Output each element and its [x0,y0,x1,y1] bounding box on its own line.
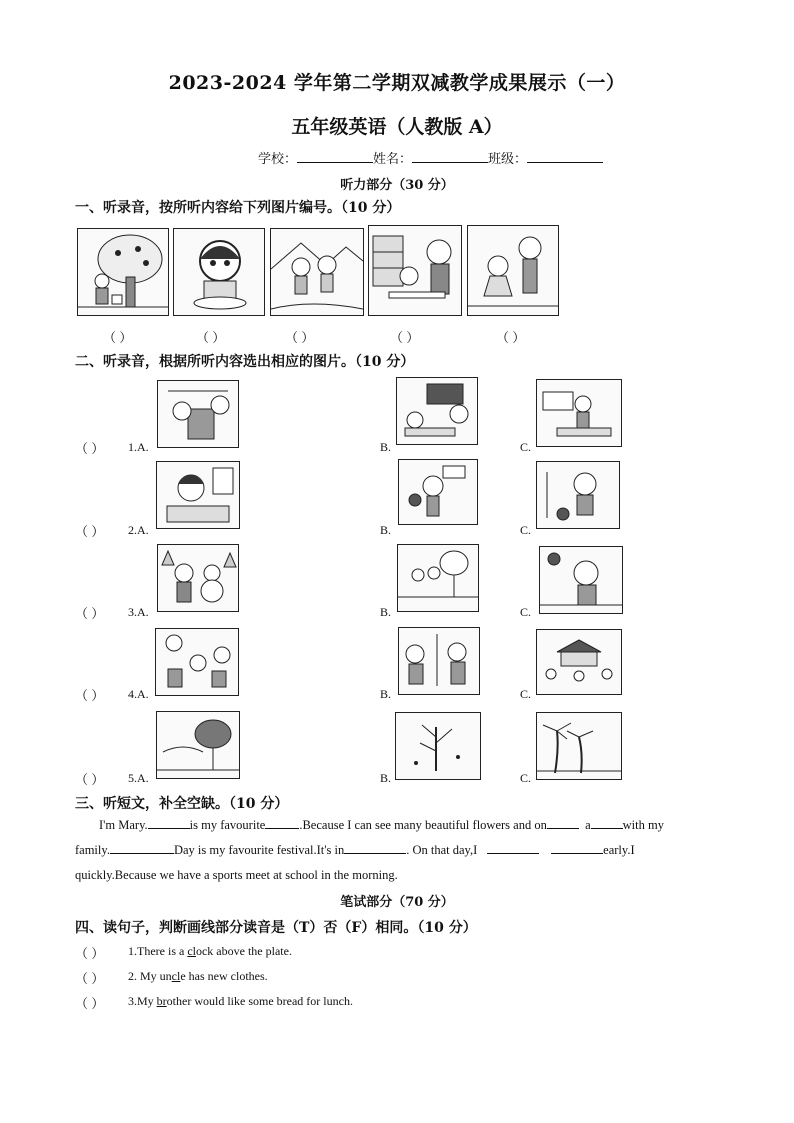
q3-text: . On that day,I [406,843,478,857]
class-field[interactable] [527,150,603,163]
name-label: 姓名： [373,151,413,166]
q2-item-5-label: 5.A. [128,771,149,785]
q2-item-2-b: B. [380,523,392,537]
q3-text: Day is my favourite festival.It's in [173,843,345,857]
q4-answer-1[interactable]: （ ） [75,946,105,961]
q3-text: .Because I can see many beautiful flowers and on [299,818,547,832]
q2-answer-4[interactable]: （ ） [75,688,105,703]
q4-text: 3.My [128,994,157,1008]
q4-sentence-2 [128,969,268,984]
q2-item-1-c: C. [520,440,532,454]
q3-text: is my favourite [189,818,266,832]
q1-answer-3[interactable]: （ ） [285,330,315,345]
q3-text: early.I [603,843,635,857]
writing-heading: 笔试部分（70 分） [340,895,454,910]
question2-title: 二、听录音，根据所听内容选出相应的图片。（10 分） [75,354,415,370]
q2-4c-picture [536,629,622,695]
q3-text: with my [622,818,664,832]
q2-item-2-label: 2.A. [128,523,149,537]
q2-2b-picture [398,459,478,525]
q2-item-3-label: 3.A. [128,605,149,619]
q3-passage-line2 [75,838,723,863]
q4-underlined: cl [171,969,181,983]
q2-item-3-c: C. [520,605,532,619]
q1-picture-5 [467,225,559,316]
q2-item-1-b: B. [380,440,392,454]
q3-passage [75,813,723,838]
question1-title: 一、听录音，按所听内容给下列图片编号。（10 分） [75,200,401,216]
q2-item-5-b: B. [380,771,392,785]
q2-2a-picture [156,461,240,529]
q4-answer-3[interactable]: （ ） [75,996,105,1011]
q4-underlined: cl [187,944,196,958]
q2-item-3-b: B. [380,605,392,619]
q4-underlined: br [156,994,167,1008]
q2-4a-picture [155,628,239,696]
q4-sentence-1 [128,944,292,959]
q4-text: 1.There is a [128,944,188,958]
q3-blank-1[interactable] [148,817,190,829]
student-info-line [258,148,603,167]
q2-4b-picture [398,627,480,695]
q1-picture-1 [77,228,169,316]
q3-blank-2[interactable] [265,817,299,829]
q1-answer-1[interactable]: （ ） [103,330,133,345]
q3-blank-3[interactable] [547,817,579,829]
q4-text: 2. My un [128,969,172,983]
q4-answer-2[interactable]: （ ） [75,971,105,986]
q2-1b-picture [396,377,478,445]
q2-1c-picture [536,379,622,447]
question4-title: 四、读句子，判断画线部分读音是（T）否（F）相同。（10 分） [75,920,477,936]
q3-text: I'm Mary. [99,818,148,832]
class-label: 班级： [488,151,528,166]
q2-answer-3[interactable]: （ ） [75,606,105,621]
q2-item-4-b: B. [380,687,392,701]
q2-item-2-c: C. [520,523,532,537]
q2-1a-picture [157,380,239,448]
q1-answer-4[interactable]: （ ） [390,330,420,345]
q3-blank-8[interactable] [551,842,603,854]
q1-answer-2[interactable]: （ ） [196,330,226,345]
page-title: 2023-2024 学年第二学期双减教学成果展示（一） [168,72,626,94]
q2-answer-5[interactable]: （ ） [75,772,105,787]
q2-5a-picture [156,711,240,779]
q2-2c-picture [536,461,620,529]
q3-text: a [585,818,591,832]
q1-answer-5[interactable]: （ ） [496,330,526,345]
q3-passage-line3: quickly.Because we have a sports meet at school in the morning. [75,868,398,882]
q4-text: e has new clothes. [180,969,268,983]
q1-picture-4 [368,225,462,316]
q1-picture-3 [270,228,364,316]
q2-answer-1[interactable]: （ ） [75,441,105,456]
q2-item-5-c: C. [520,771,532,785]
name-field[interactable] [412,150,488,163]
page-subtitle: 五年级英语（人教版 A） [291,116,503,138]
q2-3c-picture [539,546,623,614]
q2-5b-picture [395,712,481,780]
q2-item-4-label: 4.A. [128,687,149,701]
q3-blank-6[interactable] [344,842,406,854]
q4-sentence-3 [128,994,353,1009]
q3-blank-5[interactable] [110,842,174,854]
q4-text: ock above the plate. [195,944,292,958]
q3-blank-7[interactable] [487,842,539,854]
listening-heading: 听力部分（30 分） [340,178,454,193]
q3-text: family. [75,843,110,857]
q3-blank-4[interactable] [591,817,623,829]
q2-item-1-label: 1.A. [128,440,149,454]
question3-title: 三、听短文，补全空缺。（10 分） [75,796,289,812]
q2-3b-picture [397,544,479,612]
q2-item-4-c: C. [520,687,532,701]
q4-text: other would like some bread for lunch. [166,994,353,1008]
school-field[interactable] [297,150,373,163]
q2-5c-picture [536,712,622,780]
q2-3a-picture [157,544,239,612]
q2-answer-2[interactable]: （ ） [75,524,105,539]
q1-picture-2 [173,228,265,316]
school-label: 学校： [258,151,298,166]
